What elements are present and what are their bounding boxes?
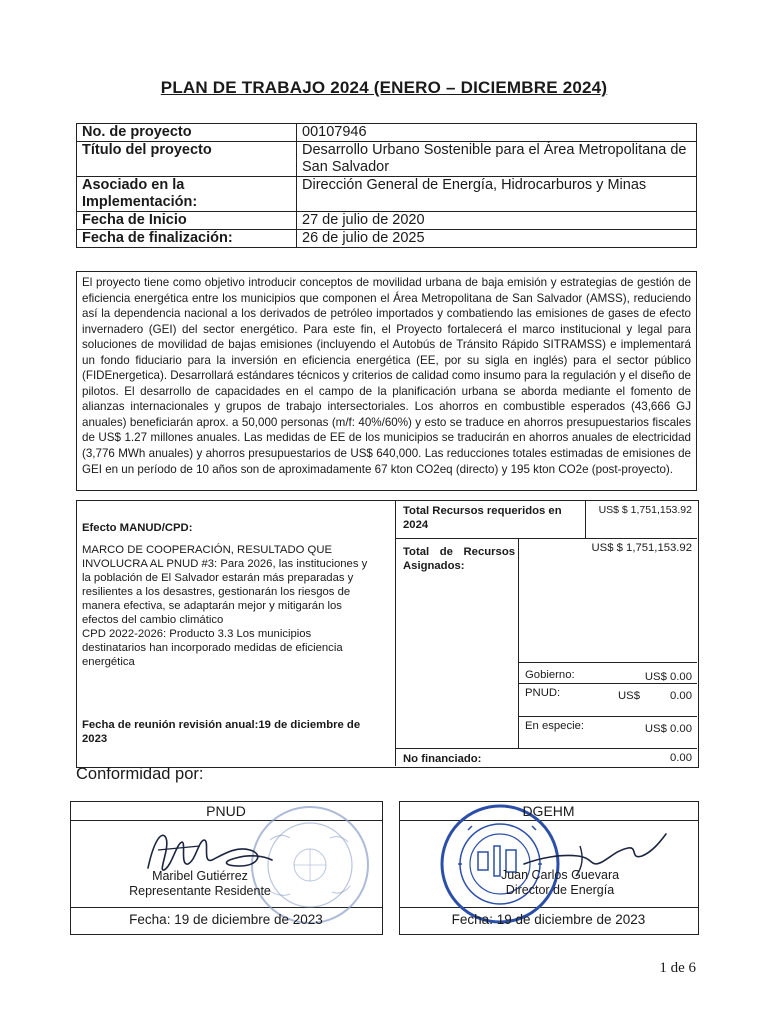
project-number-label: No. de proyecto [77,124,297,142]
required-resources-value: US$ $ 1,751,153.92 [598,504,692,516]
effect-body: MARCO DE COOPERACIÓN, RESULTADO QUE INVOLUCRA AL PNUD #3: Para 2026, las instituciones y la población de El Salvador estarán más preparadas y resilientes a los desastres, gestionarán los riesgos de manera efectiva, se adaptarán mejor y mitigarán los efectos del cambio climático [82,544,368,626]
effect-body-cpd: CPD 2022-2026: Producto 3.3 Los municipios destinatarios han incorporado medidas de eficiencia energética [82,628,343,668]
start-date-value: 27 de julio de 2020 [297,212,697,230]
no-financiado-label: No financiado: [403,753,482,765]
table-row [77,212,697,230]
project-description: El proyecto tiene como objetivo introducir conceptos de movilidad urbana de baja emisión y estrategias de gestión de eficiencia energética entre los municipios que componen el Área Metropolitana de San Salvador (AMSS), reduciendo así la dependencia nacional a los derivados de petróleo importados y combatiendo las emisiones de gases de efecto invernadero (GEI) del sector energético. Para este fin, el Proyecto fortalecerá el marco institucional y legal para soluciones de movilidad de bajas emisiones (incluyendo el Autobús de Tránsito Rápido SITRAMSS) e implementará un fondo fiduciario para la inversión en eficiencia energética (EE, por su sigla en inglés) para el sector público (FIDEnergetica). Desarrollará estándares técnicos y criterios de calidad como insumo para la regulación y el diseño de pilotos. El desarrollo de capacidades en el campo de la planificación urbana se aborda mediante el fomento de alianzas internacionales y grupos de trabajo intersectoriales. Los ahorros en combustible esperados (43,666 GJ anuales) beneficiarán aprox. a 50,000 personas (m/f: 40%/60%) y esto se traduce en ahorros presupuestarios fiscales de US$ 1.27 millones anuales. Las medidas de EE de los municipios se traducirán en ahorros anuales de electricidad (3,776 MWh anuales) y ahorros presupuestarios de US$ 640,000. Las reducciones totales estimadas de emisiones de GEI en un período de 10 años son de aproximadamente 67 kton CO2eq (directo) y 195 kton CO2e (post-proyecto). [76,271,697,491]
partner-label: Asociado en la Implementación: [77,177,297,212]
page-number: 1 de 6 [659,960,696,976]
column-divider [585,500,586,538]
page-title: PLAN DE TRABAJO 2024 (ENERO – DICIEMBRE 2024) [160,78,608,97]
annual-review-date: Fecha de reunión revisión anual:19 de diciembre de 2023 [82,719,361,745]
table-row [77,230,697,248]
assigned-resources-value: US$ $ 1,751,153.92 [591,542,692,554]
column-divider [395,500,396,766]
signatory-name-pnud: Maribel Gutiérrez [152,869,248,883]
especie-value: US$ 0.00 [644,723,692,735]
signatory-role-pnud: Representante Residente [129,884,271,898]
signatory-name-dgehm: Juan Carlos Guevara [500,868,620,882]
gobierno-value: US$ 0.00 [644,671,692,683]
partner-value: Dirección General de Energía, Hidrocarburos y Minas [297,177,697,212]
row-divider [395,748,697,749]
signature-org-pnud: PNUD [206,803,246,819]
end-date-label: Fecha de finalización: [77,230,297,248]
row-divider [518,716,697,717]
assigned-resources-label: Total de Recursos Asignados: [403,546,515,572]
pnud-label: PNUD: [525,687,561,699]
table-row [77,177,697,212]
project-title-label: Título del proyecto [77,142,297,177]
signature-date-dgehm: Fecha: 19 de diciembre de 2023 [451,912,646,927]
row-divider [518,662,697,663]
effect-heading: Efecto MANUD/CPD: [82,522,193,534]
signature-org-dgehm: DGEHM [522,803,575,819]
signature-date-pnud: Fecha: 19 de diciembre de 2023 [129,912,323,927]
gobierno-label: Gobierno: [525,669,575,681]
row-divider [395,538,697,539]
especie-label: En especie: [525,720,585,732]
project-number-value: 00107946 [297,124,697,142]
project-title-value: Desarrollo Urbano Sostenible para el Área Metropolitana de San Salvador [297,142,697,177]
project-info-table [76,123,697,248]
signatory-role-dgehm: Director de Energía [505,883,615,897]
conformidad-heading: Conformidad por: [76,765,204,783]
table-row [77,142,697,177]
start-date-label: Fecha de Inicio [77,212,297,230]
table-row [77,124,697,142]
required-resources-label: Total Recursos requeridos en 2024 [403,505,562,531]
no-financiado-value: 0.00 [670,752,692,764]
pnud-value: 0.00 [670,690,692,702]
end-date-value: 26 de julio de 2025 [297,230,697,248]
pnud-currency: US$ [618,690,640,702]
